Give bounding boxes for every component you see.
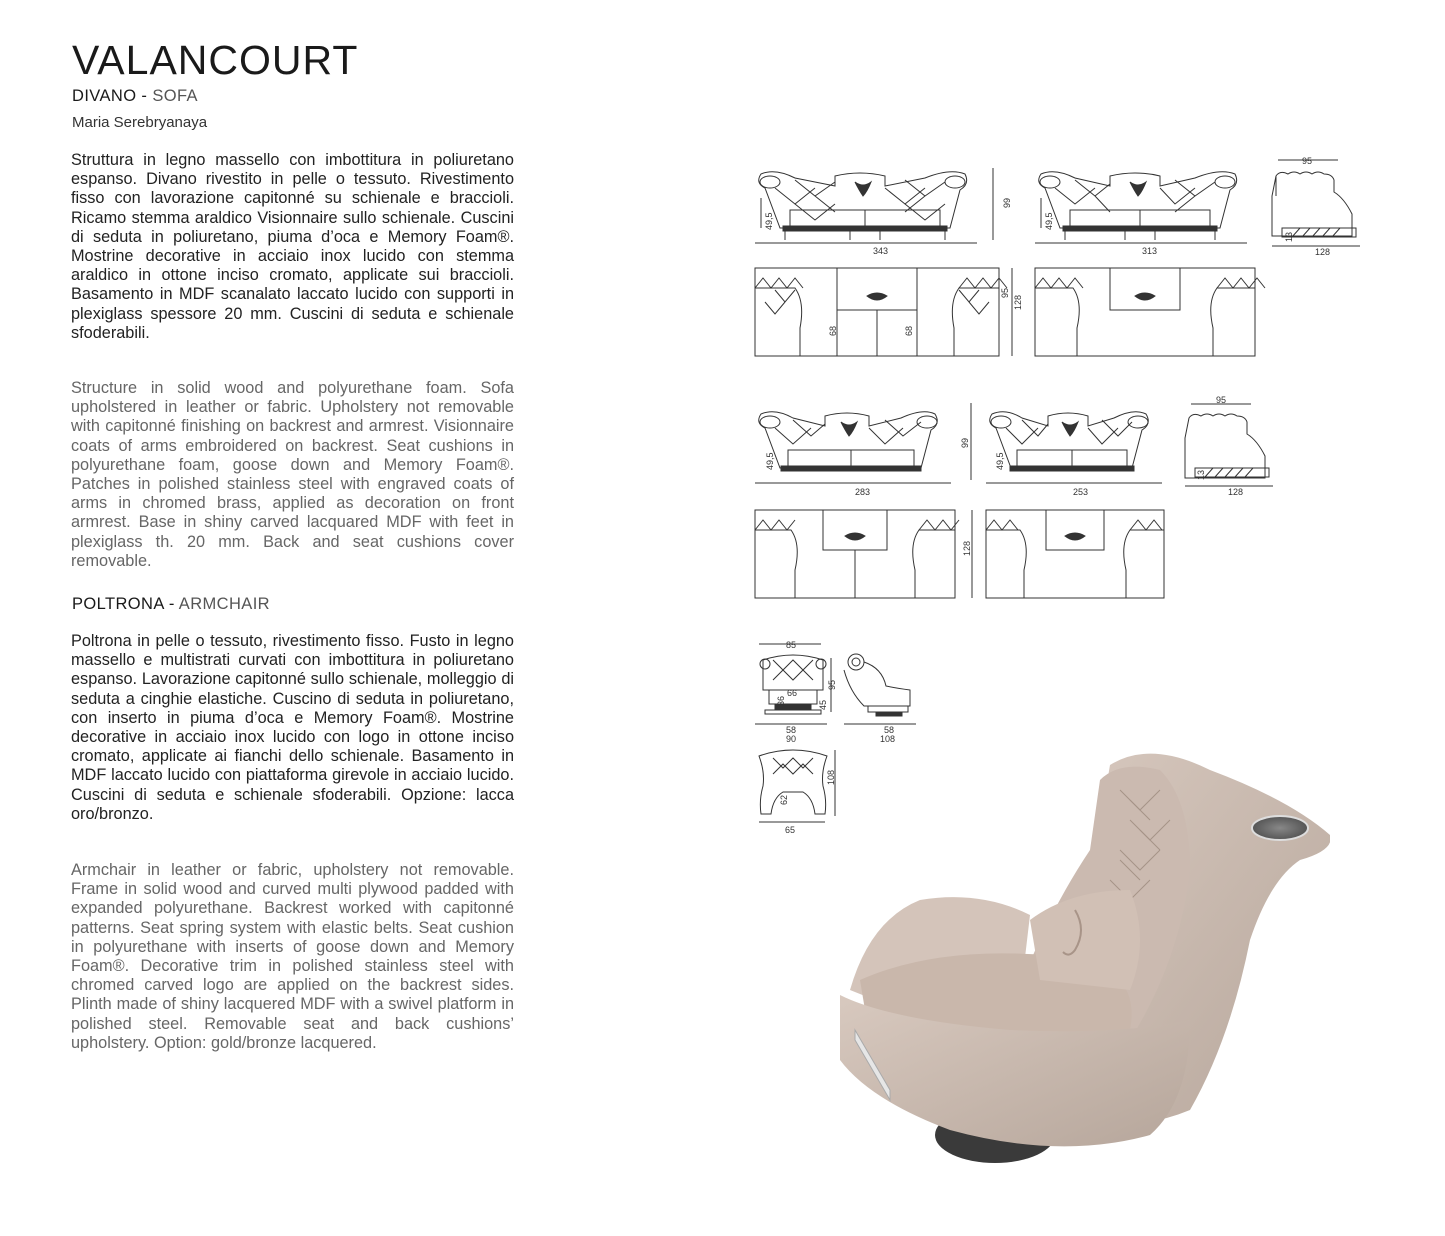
armchair-front-view	[755, 644, 831, 724]
sofa-label-it: DIVANO -	[72, 87, 148, 105]
dim-armchair-height: 95	[827, 679, 837, 690]
armchair-side-view	[844, 654, 916, 724]
sofa-description-en: Structure in solid wood and polyurethane foam. Sofa upholstered in leather or fabric. Upholstery not removable with capitonné finishing on backrest and armrest. Visionnaire coats of arms embroidered on backrest. Seat cushions in polyurethane foam, goose down and Memory Foam®. Patches in polished stainless steel with engraved coats of arms in chromed brass, applied as decoration on front armrest. Base in shiny carved lacquared MDF with feet in plexiglass th. 20 mm. Back and seat cushions cover removable.	[71, 379, 514, 570]
dim-sofa-small-side-depth: 95	[1216, 395, 1227, 405]
dim-armchair-base-b: 90	[786, 734, 797, 744]
dim-sofa-small-seat: 49,5	[765, 452, 775, 470]
dim-sofa-small-side-base: 128	[1228, 487, 1244, 497]
sofa-large-front-view	[755, 168, 993, 243]
sofa-large-plan-view	[755, 268, 1007, 356]
back-cushion	[1030, 890, 1140, 990]
dim-armchair-arm-w: 36	[776, 695, 786, 706]
sofa-small-front-view-b	[986, 412, 1162, 483]
sofa-large-front-view-b	[1035, 172, 1247, 243]
armchair-label-it: POLTRONA -	[72, 595, 175, 613]
armchair-section-heading	[72, 594, 270, 614]
dim-sofa-large-side-base: 128	[1315, 247, 1331, 257]
dim-armchair-base-a: 58	[786, 725, 797, 735]
dim-armchair-seat-h: 45	[818, 699, 828, 710]
armchair-label-en: ARMCHAIR	[178, 595, 270, 613]
armchair-description-en: Armchair in leather or fabric, upholstery not removable. Frame in solid wood and curved multi plywood padded with expanded polyurethane. Backrest worked with capitonné patterns. Seat spring system with elastic belts. Seat cushion in polyurethane with inserts of goose down and Memory Foam®. Decorative trim in polished stainless steel with chromed carved logo are applied on the backrest sides. Plinth made of shiny lacquered MDF with a swivel platform in polished steel. Removable seat and back cushions’ upholstery. Option: gold/bronze lacquered.	[71, 861, 514, 1052]
dim-sofa-large-height: 99	[1002, 197, 1012, 208]
armchair-plan-view	[759, 750, 835, 822]
sofa-description-it: Struttura in legno massello con imbottitura in poliuretano espanso. Divano rivestito in pelle o tessuto. Rivestimento fisso con lavorazione capitonné su schienale e braccioli. Ricamo stemma araldico Visionnaire sullo schienale. Cuscini di seduta in poliuretano, piuma d’oca e Memory Foam®. Mostrine decorative in acciaio inox lucido con stemma araldico in ottone inciso cromato, applicate sui braccioli. Basamento in MDF scanalato laccato lucido con supporti in plexiglass spessore 20 mm. Cuscini di seduta e schienale sfoderabili.	[71, 151, 514, 342]
dim-sofa-small-height: 99	[960, 437, 970, 448]
technical-drawings	[740, 150, 1380, 840]
dim-sofa-small-b-width: 253	[1073, 487, 1089, 497]
dim-armchair-plan-seat: 62	[779, 794, 789, 805]
dim-sofa-large-side-foot: 13	[1284, 231, 1294, 242]
sofa-small-plan-view-b	[986, 510, 1164, 598]
dim-sofa-small-width: 283	[855, 487, 871, 497]
armchair-photo	[830, 740, 1330, 1180]
dim-sofa-large-plan-seat-a: 68	[828, 325, 838, 336]
dim-armchair-plan-w: 65	[785, 825, 796, 835]
sofa-label-en: SOFA	[152, 87, 198, 105]
dim-armchair-plan-depth: 108	[826, 769, 836, 785]
armchair-description-it: Poltrona in pelle o tessuto, rivestimento fisso. Fusto in legno massello e multistrati curvati con imbottitura in poliuretano espanso. Lavorazione capitonné sullo schienale, molleggio di seduta a cinghie elastiche. Cuscino di seduta in poliuretano, con inserto in piuma d’oca e Memory Foam®. Mostrine decorative in acciaio inox lucido con logo in ottone inciso cromato, applicate ai fianchi dello schienale. Basamento in MDF laccato lucido con piattaforma girevole in acciaio lucido. Cuscini di seduta e schienale sfoderabili. Opzione: lacca oro/bronzo.	[71, 632, 514, 823]
dim-armchair-side-a: 58	[884, 725, 895, 735]
dim-sofa-large-plan-depth: 128	[1013, 294, 1023, 310]
dim-sofa-small-b-seat: 49,5	[995, 452, 1005, 470]
dim-sofa-large-b-seat: 49,5	[1044, 212, 1054, 230]
side-trim-medallion	[1252, 816, 1308, 840]
dim-sofa-large-width: 343	[873, 246, 889, 256]
dim-sofa-large-seat: 49,5	[764, 212, 774, 230]
sofa-section-heading	[72, 86, 198, 106]
sofa-small-plan-view	[755, 510, 959, 598]
dim-sofa-small-plan-depth: 128	[962, 540, 972, 556]
designer-name: Maria Serebryanaya	[72, 114, 208, 131]
dim-armchair-arm-h: 66	[787, 688, 798, 698]
sofa-large-plan-view-b	[1035, 268, 1265, 356]
dim-sofa-large-plan-back: 95	[1000, 287, 1010, 298]
dim-sofa-small-side-foot: 13	[1196, 469, 1206, 480]
sofa-small-front-view	[755, 403, 971, 483]
product-title: VALANCOURT	[72, 37, 359, 83]
dim-armchair-width-top: 85	[786, 640, 797, 650]
dim-armchair-side-b: 108	[880, 734, 896, 744]
dim-sofa-large-plan-seat-b: 68	[904, 325, 914, 336]
dim-sofa-large-b-width: 313	[1142, 246, 1158, 256]
dim-sofa-large-side-depth: 95	[1302, 156, 1313, 166]
